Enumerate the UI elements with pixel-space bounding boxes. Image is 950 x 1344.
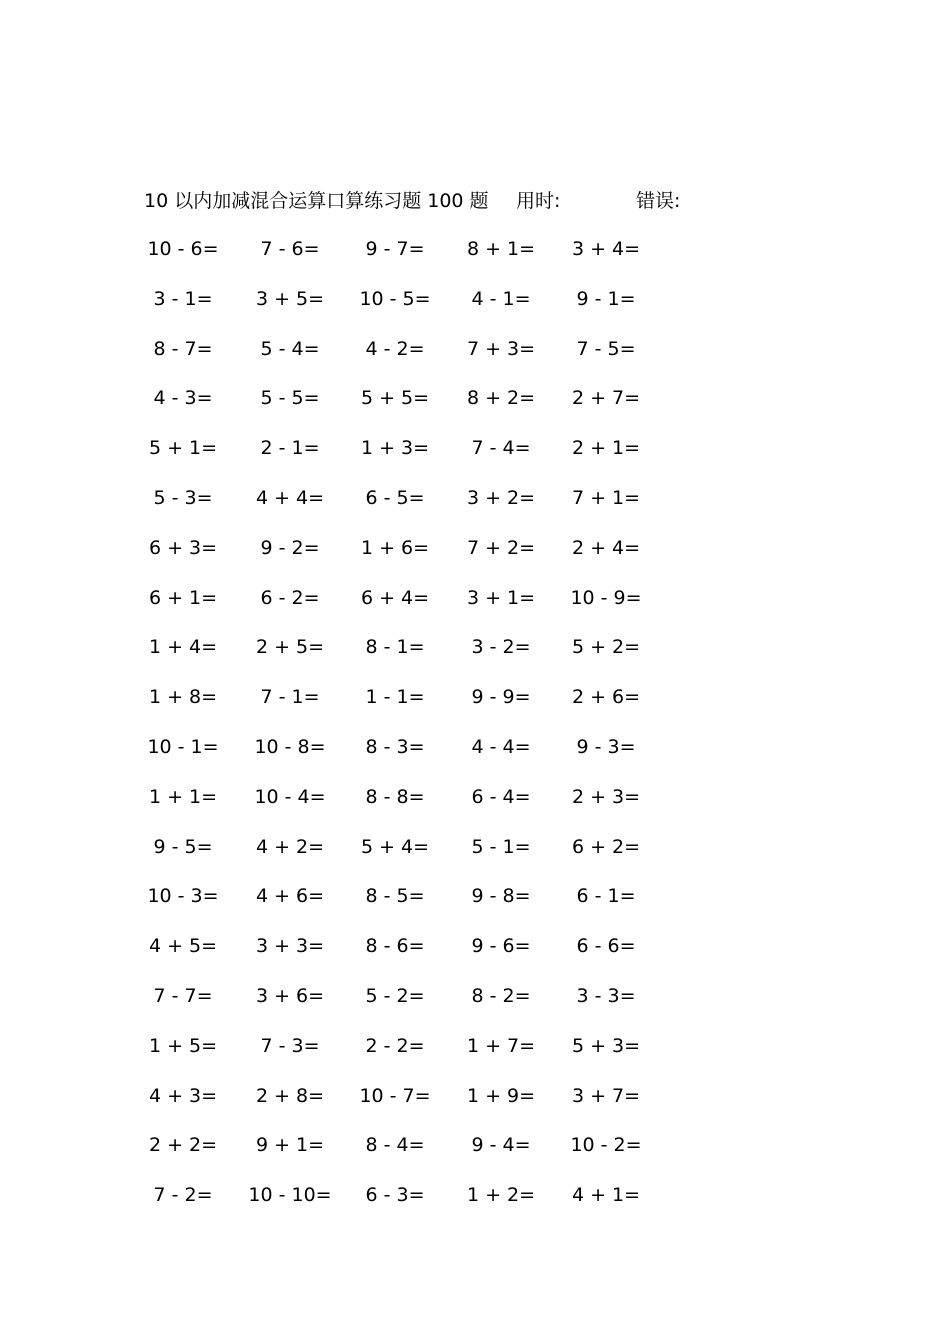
problem-item: 10 - 9= bbox=[570, 586, 642, 609]
problem-item: 3 - 1= bbox=[153, 287, 213, 310]
problem-item: 1 + 3= bbox=[360, 437, 430, 460]
problem-item: 6 - 4= bbox=[471, 785, 531, 808]
problem-item: 9 - 7= bbox=[365, 238, 425, 260]
problem-item: 5 + 4= bbox=[360, 835, 430, 858]
problem-item: 7 - 6= bbox=[260, 238, 320, 260]
problem-item: 8 - 8= bbox=[365, 785, 425, 808]
problem-item: 10 - 10= bbox=[248, 1184, 332, 1207]
problem-item: 10 - 7= bbox=[359, 1084, 431, 1107]
problem-item: 6 - 6= bbox=[576, 935, 636, 958]
problem-item: 10 - 8= bbox=[254, 735, 326, 758]
problem-item: 9 - 3= bbox=[576, 735, 636, 758]
problem-item: 5 - 4= bbox=[260, 337, 320, 360]
problem-item: 10 - 6= bbox=[147, 238, 219, 260]
problem-item: 4 - 4= bbox=[471, 735, 531, 758]
problem-item: 5 + 3= bbox=[571, 1034, 641, 1057]
problem-item: 1 + 7= bbox=[466, 1034, 536, 1057]
problem-item: 4 + 3= bbox=[148, 1084, 218, 1107]
problem-item: 2 + 8= bbox=[255, 1084, 325, 1107]
problem-item: 5 - 5= bbox=[260, 387, 320, 410]
problem-item: 3 + 1= bbox=[466, 586, 536, 609]
problem-row bbox=[146, 482, 706, 532]
problem-item: 6 + 4= bbox=[360, 586, 430, 609]
problem-item: 1 + 2= bbox=[466, 1184, 536, 1207]
problem-item: 1 + 6= bbox=[360, 536, 430, 559]
problem-item: 2 - 1= bbox=[260, 437, 320, 460]
problem-item: 9 - 2= bbox=[260, 536, 320, 559]
problem-item: 2 + 6= bbox=[571, 686, 641, 709]
problem-item: 5 - 3= bbox=[153, 486, 213, 509]
problem-item: 7 - 3= bbox=[260, 1034, 320, 1057]
problem-row bbox=[146, 631, 706, 681]
problem-item: 7 + 2= bbox=[466, 536, 536, 559]
problem-row bbox=[146, 1080, 706, 1130]
problem-row bbox=[146, 333, 706, 383]
problem-item: 4 - 1= bbox=[471, 287, 531, 310]
problem-item: 1 + 1= bbox=[148, 785, 218, 808]
problem-item: 9 - 4= bbox=[471, 1134, 531, 1157]
error-label: 错误: bbox=[636, 190, 681, 212]
problem-grid bbox=[146, 233, 706, 1229]
problem-row bbox=[146, 283, 706, 333]
problem-row bbox=[146, 681, 706, 731]
problem-item: 5 + 2= bbox=[571, 636, 641, 659]
problem-item: 6 - 5= bbox=[365, 486, 425, 509]
problem-item: 8 + 1= bbox=[466, 238, 536, 260]
problem-item: 7 - 7= bbox=[153, 984, 213, 1007]
problem-item: 1 + 8= bbox=[148, 686, 218, 709]
problem-item: 10 - 5= bbox=[359, 287, 431, 310]
problem-item: 4 - 2= bbox=[365, 337, 425, 360]
problem-item: 10 - 4= bbox=[254, 785, 326, 808]
problem-item: 3 + 2= bbox=[466, 486, 536, 509]
problem-item: 10 - 2= bbox=[570, 1134, 642, 1157]
problem-row bbox=[146, 930, 706, 980]
problem-item: 7 + 1= bbox=[571, 486, 641, 509]
problem-row bbox=[146, 1179, 706, 1229]
problem-item: 9 - 5= bbox=[153, 835, 213, 858]
problem-item: 2 + 1= bbox=[571, 437, 641, 460]
problem-item: 5 - 2= bbox=[365, 984, 425, 1007]
problem-item: 5 - 1= bbox=[471, 835, 531, 858]
problem-item: 4 + 1= bbox=[571, 1184, 641, 1207]
problem-row bbox=[146, 781, 706, 831]
problem-item: 3 + 7= bbox=[571, 1084, 641, 1107]
problem-item: 6 - 1= bbox=[576, 885, 636, 908]
problem-item: 9 - 9= bbox=[471, 686, 531, 709]
problem-row bbox=[146, 582, 706, 632]
problem-item: 7 - 5= bbox=[576, 337, 636, 360]
problem-item: 6 - 3= bbox=[365, 1184, 425, 1207]
problem-item: 7 + 3= bbox=[466, 337, 536, 360]
problem-row bbox=[146, 980, 706, 1030]
problem-item: 4 - 3= bbox=[153, 387, 213, 410]
problem-item: 8 - 7= bbox=[153, 337, 213, 360]
time-label: 用时: bbox=[516, 190, 561, 212]
problem-item: 6 - 2= bbox=[260, 586, 320, 609]
problem-item: 3 + 5= bbox=[255, 287, 325, 310]
problem-item: 3 - 2= bbox=[471, 636, 531, 659]
problem-row bbox=[146, 432, 706, 482]
problem-item: 8 - 2= bbox=[471, 984, 531, 1007]
problem-item: 2 - 2= bbox=[365, 1034, 425, 1057]
problem-item: 8 - 5= bbox=[365, 885, 425, 908]
problem-item: 8 - 1= bbox=[365, 636, 425, 659]
problem-item: 1 + 9= bbox=[466, 1084, 536, 1107]
problem-item: 7 - 4= bbox=[471, 437, 531, 460]
problem-row bbox=[146, 731, 706, 781]
problem-item: 4 + 5= bbox=[148, 935, 218, 958]
problem-item: 2 + 7= bbox=[571, 387, 641, 410]
problem-item: 8 + 2= bbox=[466, 387, 536, 410]
problem-item: 5 + 5= bbox=[360, 387, 430, 410]
problem-row bbox=[146, 831, 706, 881]
problem-item: 10 - 3= bbox=[147, 885, 219, 908]
problem-row bbox=[146, 1129, 706, 1179]
problem-item: 2 + 4= bbox=[571, 536, 641, 559]
problem-item: 1 + 5= bbox=[148, 1034, 218, 1057]
problem-item: 7 - 2= bbox=[153, 1184, 213, 1207]
problem-item: 8 - 6= bbox=[365, 935, 425, 958]
problem-row bbox=[146, 532, 706, 582]
problem-item: 3 + 4= bbox=[571, 238, 641, 260]
problem-item: 8 - 3= bbox=[365, 735, 425, 758]
problem-item: 6 + 3= bbox=[148, 536, 218, 559]
problem-item: 4 + 2= bbox=[255, 835, 325, 858]
problem-item: 1 + 4= bbox=[148, 636, 218, 659]
page-title: 10 以内加减混合运算口算练习题 100 题 bbox=[144, 190, 489, 212]
problem-item: 6 + 1= bbox=[148, 586, 218, 609]
problem-item: 4 + 4= bbox=[255, 486, 325, 509]
problem-item: 9 - 8= bbox=[471, 885, 531, 908]
problem-item: 2 + 2= bbox=[148, 1134, 218, 1157]
problem-item: 6 + 2= bbox=[571, 835, 641, 858]
problem-row bbox=[146, 233, 706, 283]
problem-item: 9 - 1= bbox=[576, 287, 636, 310]
problem-item: 1 - 1= bbox=[365, 686, 425, 709]
problem-item: 2 + 3= bbox=[571, 785, 641, 808]
problem-item: 8 - 4= bbox=[365, 1134, 425, 1157]
problem-item: 7 - 1= bbox=[260, 686, 320, 709]
problem-item: 10 - 1= bbox=[147, 735, 219, 758]
problem-item: 2 + 5= bbox=[255, 636, 325, 659]
problem-item: 3 - 3= bbox=[576, 984, 636, 1007]
problem-row bbox=[146, 1030, 706, 1080]
problem-row bbox=[146, 880, 706, 930]
worksheet-header bbox=[144, 186, 764, 216]
problem-item: 9 + 1= bbox=[255, 1134, 325, 1157]
problem-item: 9 - 6= bbox=[471, 935, 531, 958]
problem-item: 3 + 6= bbox=[255, 984, 325, 1007]
problem-item: 5 + 1= bbox=[148, 437, 218, 460]
problem-item: 4 + 6= bbox=[255, 885, 325, 908]
problem-item: 3 + 3= bbox=[255, 935, 325, 958]
problem-row bbox=[146, 382, 706, 432]
